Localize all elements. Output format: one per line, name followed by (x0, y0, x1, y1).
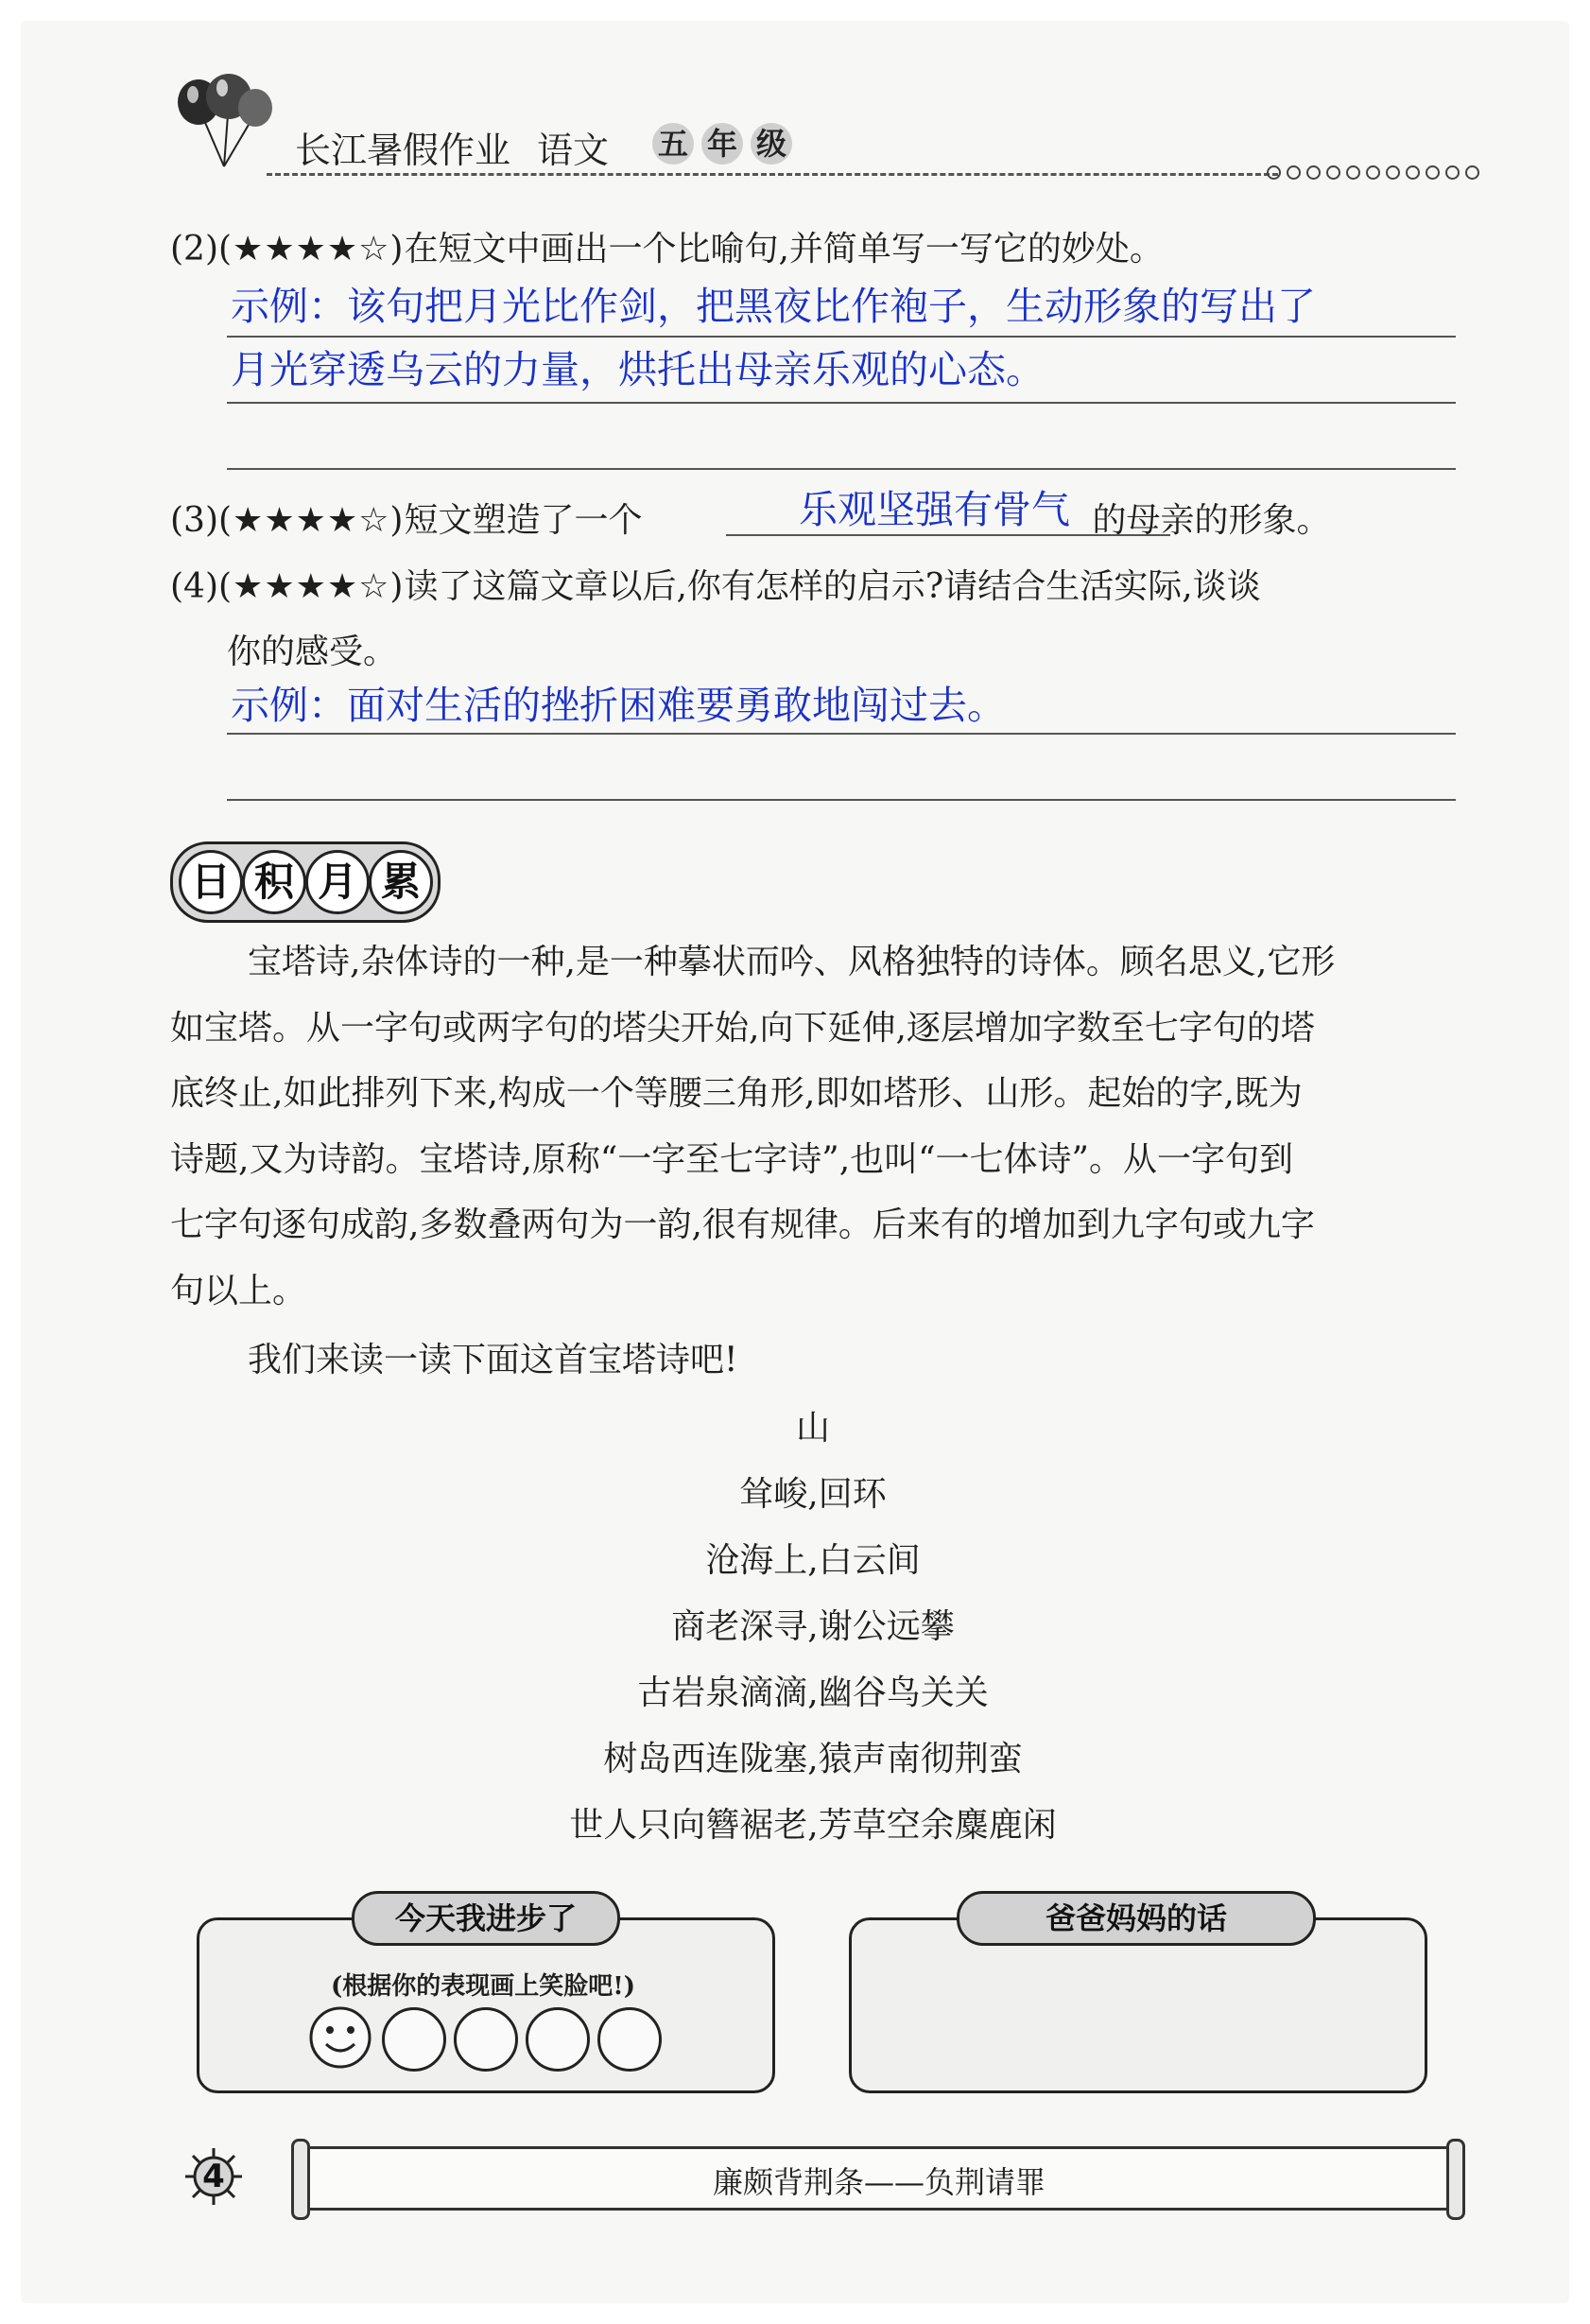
section-title (170, 841, 441, 923)
footer-idiom: 廉颇背荆条——负荆请罪 (712, 2164, 1046, 2200)
answer-rule (227, 799, 1456, 801)
poem-line: 耸峻,回环 (739, 1475, 887, 1514)
answer-rule (227, 336, 1456, 338)
paragraph-line: 宝塔诗,杂体诗的一种,是一种摹状而吟、风格独特的诗体。顾名思义,它形 (248, 943, 1336, 981)
section-title-char: 月 (305, 850, 370, 914)
progress-box-note: (根据你的表现画上笑脸吧!) (331, 1972, 636, 2001)
difficulty-stars: (★★★★☆) (218, 567, 405, 606)
answer-rule (227, 402, 1456, 404)
question-prompt: 短文塑造了一个 (404, 501, 643, 540)
question-4 (170, 560, 1261, 608)
answer-q2-line2: 月光穿透乌云的力量，烘托出母亲乐观的心态。 (231, 347, 1045, 392)
progress-box-title: 今天我进步了 (352, 1891, 620, 1946)
question-number: (3) (170, 501, 218, 540)
page-number (183, 2146, 244, 2207)
poem-line: 商老深寻,谢公远攀 (671, 1607, 955, 1646)
paragraph-line: 句以上。 (170, 1272, 307, 1310)
paragraph-line: 底终止,如此排列下来,构成一个等腰三角形,即如塔形、山形。起始的字,既为 (170, 1074, 1303, 1113)
poem-line: 山 (795, 1409, 830, 1448)
poem-line: 世人只向簪裾老,芳草空余麋鹿闲 (569, 1806, 1057, 1845)
smiley-face-icon[interactable] (307, 2004, 373, 2071)
page-number-text: 4 (202, 2158, 225, 2195)
difficulty-stars: (★★★★☆) (218, 230, 405, 269)
answer-q3: 乐观坚强有骨气 (799, 487, 1070, 532)
header-divider (267, 173, 1278, 176)
poem-line: 古岩泉滴滴,幽谷鸟关关 (637, 1674, 989, 1712)
answer-q4: 示例：面对生活的挫折困难要勇敢地闯过去。 (231, 683, 1006, 728)
section-title-char: 累 (369, 850, 433, 914)
empty-face-circle[interactable] (382, 2007, 446, 2072)
question-prompt: 读了这篇文章以后,你有怎样的启示?请结合生活实际,谈谈 (404, 567, 1261, 606)
grade-char: 年 (701, 123, 743, 165)
paragraph-line: 如宝塔。从一字句或两字句的塔尖开始,向下延伸,逐层增加字数至七字句的塔 (170, 1009, 1315, 1048)
question-4-cont: 你的感受。 (227, 633, 398, 671)
empty-face-circle[interactable] (526, 2007, 590, 2072)
answer-q2-line1: 示例：该句把月光比作剑，把黑夜比作袍子，生动形象的写出了 (231, 284, 1316, 329)
section-title-char: 日 (179, 850, 243, 914)
question-prompt: 在短文中画出一个比喻句,并简单写一写它的妙处。 (404, 230, 1164, 269)
parents-box-title: 爸爸妈妈的话 (957, 1891, 1316, 1946)
empty-face-circle[interactable] (597, 2007, 662, 2072)
grade-label (652, 121, 800, 165)
grade-char: 五 (652, 123, 694, 165)
fill-in-blank (726, 534, 1170, 536)
question-number: (2) (170, 230, 218, 269)
difficulty-stars: (★★★★☆) (218, 501, 405, 540)
poem-line: 树岛西连陇塞,猿声南彻荆蛮 (603, 1740, 1023, 1778)
subject-label: 语文 (537, 130, 610, 171)
series-title: 长江暑假作业 (295, 130, 511, 171)
poem-line: 沧海上,白云间 (705, 1541, 921, 1580)
answer-rule (227, 468, 1456, 470)
question-prompt-end: 的母亲的形象。 (1092, 501, 1331, 540)
question-number: (4) (170, 567, 218, 606)
answer-rule (227, 733, 1456, 735)
paragraph-line: 七字句逐句成韵,多数叠两句为一韵,很有规律。后来有的增加到九字句或九字 (170, 1205, 1315, 1244)
question-2 (170, 222, 1164, 270)
empty-face-circle[interactable] (454, 2007, 518, 2072)
section-title-char: 积 (242, 850, 306, 914)
poem-intro: 我们来读一读下面这首宝塔诗吧! (248, 1341, 738, 1379)
balloons-icon (172, 74, 276, 168)
paragraph-line: 诗题,又为诗韵。宝塔诗,原称“一字至七字诗”,也叫“一七体诗”。从一字句到 (170, 1140, 1293, 1179)
grade-char: 级 (751, 123, 792, 165)
header-dots (1267, 165, 1485, 183)
